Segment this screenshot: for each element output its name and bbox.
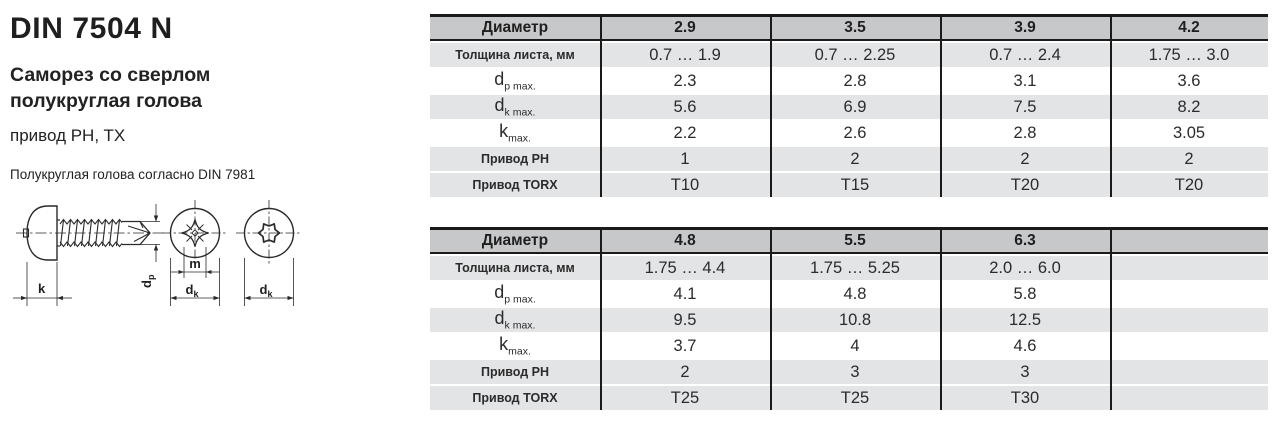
torx-head-view — [236, 200, 302, 306]
spec-cell: 3.05 — [1172, 123, 1206, 142]
spec-cell: 4.8 — [843, 284, 867, 303]
spec-cell: 2.8 — [843, 71, 867, 90]
spec-cell — [1110, 256, 1268, 280]
column-divider — [1110, 14, 1112, 197]
spec-cell: 0.7 … 1.9 — [600, 43, 770, 67]
row-dk-max — [430, 95, 1268, 119]
spec-cell: 12.5 — [940, 308, 1110, 332]
row-label: Толщина листа, мм — [430, 43, 600, 67]
spec-cell: 2.6 — [843, 123, 867, 142]
row-dk-max — [430, 308, 1268, 332]
row-dp-max — [430, 282, 1268, 306]
spec-cell: T20 — [940, 173, 1110, 197]
header-diameter-value: 3.9 — [940, 14, 1110, 41]
row-drive-torx — [430, 386, 1268, 410]
spec-cell: 0.7 … 2.4 — [940, 43, 1110, 67]
row-label: Привод PH — [430, 147, 600, 171]
table-header-row — [430, 227, 1268, 254]
spec-cell: T10 — [600, 173, 770, 197]
row-sheet-thickness — [430, 43, 1268, 67]
spec-cell: 3.6 — [1177, 71, 1201, 90]
spec-cell: 7.5 — [940, 95, 1110, 119]
row-label: Привод PH — [430, 360, 600, 384]
screw-side-view — [13, 204, 166, 306]
row-label: $d_{k max.}$ — [430, 95, 600, 119]
spec-cell: 2 — [770, 147, 940, 171]
spec-cell: 2.0 … 6.0 — [940, 256, 1110, 280]
spec-table-large-diameters — [430, 225, 1268, 412]
table-header-row — [430, 14, 1268, 41]
spec-cell: 3 — [940, 360, 1110, 384]
info-panel — [10, 0, 420, 318]
header-diameter-value: 4.8 — [600, 227, 770, 254]
row-sheet-thickness — [430, 256, 1268, 280]
column-divider — [600, 227, 602, 410]
spec-cell: 0.7 … 2.25 — [770, 43, 940, 67]
spec-cell: 3 — [770, 360, 940, 384]
row-label: Толщина листа, мм — [430, 256, 600, 280]
phillips-head-view — [162, 200, 228, 306]
spec-cell: 4.1 — [673, 284, 697, 303]
spec-cell: 2 — [1110, 147, 1268, 171]
header-diameter-value: 2.9 — [600, 14, 770, 41]
spec-cell: 3.7 — [673, 336, 697, 355]
spec-cell: 2.3 — [673, 71, 697, 90]
row-label: $d_{p max.}$ — [494, 282, 536, 306]
dim-label-k: k — [38, 281, 46, 296]
spec-cell: 4 — [850, 336, 860, 355]
row-k-max — [430, 334, 1268, 358]
spec-cell: 5.6 — [600, 95, 770, 119]
spec-cell: 9.5 — [600, 308, 770, 332]
subtitle-line-2: полукруглая голова — [10, 90, 203, 112]
header-diameter-value: 6.3 — [940, 227, 1110, 254]
spec-cell — [1110, 334, 1268, 358]
drive-types: привод PH, TX — [10, 126, 126, 145]
row-label: $d_{k max.}$ — [430, 308, 600, 332]
row-label: Привод TORX — [430, 173, 600, 197]
spec-cell: 2.2 — [673, 123, 697, 142]
spec-cell — [1110, 308, 1268, 332]
spec-cell: 10.8 — [770, 308, 940, 332]
spec-cell: 1.75 … 5.25 — [770, 256, 940, 280]
column-divider — [770, 14, 772, 197]
spec-cell: T25 — [770, 386, 940, 410]
header-diameter-value: 4.2 — [1110, 14, 1268, 41]
spec-cell: 3.1 — [1013, 71, 1037, 90]
product-subtitle — [10, 62, 420, 114]
header-diameter-value — [1110, 227, 1268, 254]
dim-label-dk-torx: $d_k$ — [259, 282, 273, 299]
header-diameter: Диаметр — [430, 14, 600, 41]
row-label: $k_{max.}$ — [499, 121, 531, 145]
spec-cell: 6.9 — [770, 95, 940, 119]
header-diameter-value: 3.5 — [770, 14, 940, 41]
spec-table-small-diameters — [430, 12, 1268, 199]
spec-cell: 1.75 … 4.4 — [600, 256, 770, 280]
column-divider — [940, 227, 942, 410]
spec-cell: 2.8 — [1013, 123, 1037, 142]
spec-tables — [430, 12, 1268, 412]
spec-cell: T25 — [600, 386, 770, 410]
row-drive-ph — [430, 147, 1268, 171]
row-label: Привод TORX — [430, 386, 600, 410]
spec-cell — [1110, 360, 1268, 384]
column-divider — [1110, 227, 1112, 410]
row-drive-ph — [430, 360, 1268, 384]
dim-label-dp: $d_p$ — [139, 274, 156, 288]
subtitle-line-1: Саморез со сверлом — [10, 64, 211, 86]
row-label: $k_{max.}$ — [499, 334, 531, 358]
screw-technical-drawing — [10, 196, 410, 318]
spec-cell — [1110, 386, 1268, 410]
spec-cell: 1.75 … 3.0 — [1110, 43, 1268, 67]
page-title: DIN 7504 N — [10, 12, 173, 45]
column-divider — [600, 14, 602, 197]
spec-cell — [1110, 282, 1268, 306]
row-label: $d_{p max.}$ — [494, 69, 536, 93]
spec-cell: 5.8 — [1013, 284, 1037, 303]
row-k-max — [430, 121, 1268, 145]
spec-cell: T30 — [940, 386, 1110, 410]
row-dp-max — [430, 69, 1268, 93]
spec-cell: 2 — [940, 147, 1110, 171]
spec-cell: 4.6 — [1013, 336, 1037, 355]
spec-cell: 8.2 — [1110, 95, 1268, 119]
header-diameter-value: 5.5 — [770, 227, 940, 254]
spec-cell: T15 — [770, 173, 940, 197]
dim-label-m: m — [189, 256, 201, 271]
spec-cell: T20 — [1110, 173, 1268, 197]
column-divider — [940, 14, 942, 197]
header-diameter: Диаметр — [430, 227, 600, 254]
head-standard-note: Полукруглая голова согласно DIN 7981 — [10, 167, 256, 182]
row-drive-torx — [430, 173, 1268, 197]
dim-label-dk-phillips: $d_k$ — [185, 282, 199, 299]
spec-cell: 1 — [600, 147, 770, 171]
spec-cell: 2 — [600, 360, 770, 384]
column-divider — [770, 227, 772, 410]
